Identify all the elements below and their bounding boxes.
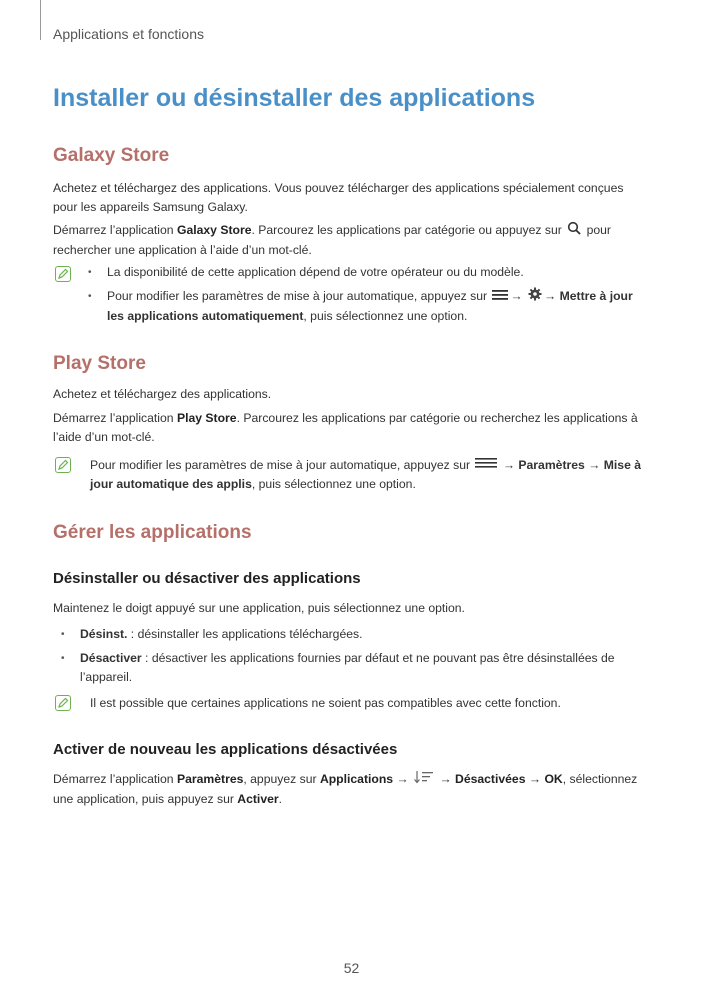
play-paragraph-1: Achetez et téléchargez des applications. (53, 387, 272, 401)
subheading-reactivate: Activer de nouveau les applications désactivées (53, 741, 398, 758)
note-icon (55, 457, 71, 473)
section-header: Applications et fonctions (53, 26, 204, 42)
subheading-uninstall: Désinstaller ou désactiver des applications (53, 570, 361, 587)
note-icon (55, 695, 71, 711)
manage-note: Il est possible que certaines applications ne soient pas compatibles avec cette fonction. (90, 696, 561, 710)
manage-paragraph-2: Démarrez l’application Paramètres, appuyez sur Applications → → Désactivées → OK, sélectionnez une application, puis appuyez sur Activer. (53, 770, 643, 809)
play-paragraph-2: Démarrez l’application Play Store. Parcourez les applications par catégorie ou recherchez les applications à l’aide d’un mot-clé. (53, 411, 638, 444)
page-title: Installer ou désinstaller des applications (53, 84, 536, 112)
play-note: Pour modifier les paramètres de mise à jour automatique, appuyez sur → Paramètres → Mise à jour automatique des applis, puis sélectionnez une option. (90, 458, 642, 492)
galaxy-paragraph-1: Achetez et téléchargez des applications. Vous pouvez télécharger des applications spécialement conçues pour les appareils Samsung Galaxy. (53, 181, 624, 214)
sort-icon (414, 770, 434, 790)
page-number: 52 (343, 960, 360, 976)
galaxy-paragraph-2: Démarrez l’application Galaxy Store. Parcourez les applications par catégorie ou appuyez sur pour rechercher une application à l’aide d’un mot-clé. (53, 221, 643, 260)
heading-galaxy-store: Galaxy Store (53, 145, 170, 166)
menu-icon (475, 456, 497, 475)
bullet-disable: • Désactiver : désactiver les applications fournies par défaut et ne pouvant pas être désinstallées de l’appareil. (61, 651, 615, 684)
heading-manage-apps: Gérer les applications (53, 522, 252, 543)
galaxy-note-1: • La disponibilité de cette application dépend de votre opérateur ou du modèle. (88, 265, 524, 279)
note-icon (55, 266, 71, 282)
galaxy-note-2: • Pour modifier les paramètres de mise à jour automatique, appuyez sur → → Mettre à jour les applications automatiquement, puis sélectionnez une option. (107, 287, 647, 326)
header-divider (40, 0, 41, 40)
gear-icon (528, 287, 542, 307)
heading-play-store: Play Store (53, 353, 146, 374)
menu-icon (492, 288, 508, 307)
manage-paragraph-1: Maintenez le doigt appuyé sur une application, puis sélectionnez une option. (53, 601, 465, 615)
search-icon (567, 221, 581, 241)
bullet-uninstall: • Désinst. : désinstaller les applications téléchargées. (61, 627, 363, 641)
